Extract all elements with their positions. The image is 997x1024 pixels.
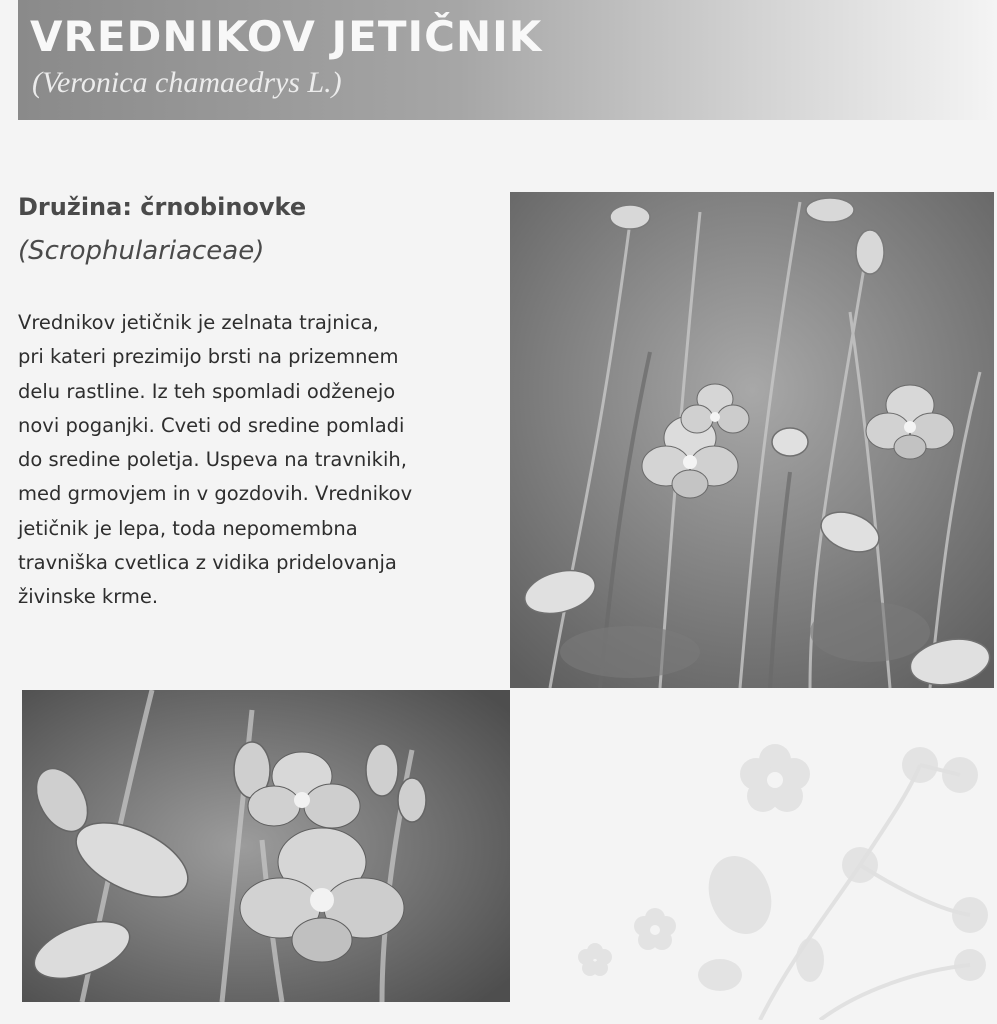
- description-line: travniška cvetlica z vidika pridelovanja: [18, 551, 397, 575]
- family-latin-name: (Scrophulariaceae): [18, 236, 265, 266]
- family-label: Družina: črnobinovke: [18, 193, 307, 221]
- description-line: delu rastline. Iz teh spomladi odženejo: [18, 379, 396, 403]
- description-line: Vrednikov jetičnik je zelnata trajnica,: [18, 311, 379, 334]
- description-line: pri kateri prezimijo brsti na prizemnem: [18, 345, 399, 369]
- description-text: [18, 306, 493, 615]
- description-line: med grmovjem in v gozdovih. Vrednikov: [18, 482, 413, 506]
- decorative-flower-ornament: [560, 720, 990, 1020]
- title-banner: [18, 0, 997, 120]
- flower-photo-top: [510, 192, 994, 688]
- description-line: jetičnik je lepa, toda nepomembna: [18, 516, 358, 540]
- description-line: živinske krme.: [18, 585, 159, 609]
- latin-name: (Veronica chamaedrys L.): [32, 66, 342, 99]
- flower-photo-bottom: [22, 690, 510, 1002]
- description-line: do sredine poletja. Uspeva na travnikih,: [18, 448, 407, 472]
- page-title: VREDNIKOV JETIČNIK: [30, 12, 543, 61]
- description-line: novi poganjki. Cveti od sredine pomladi: [18, 413, 405, 437]
